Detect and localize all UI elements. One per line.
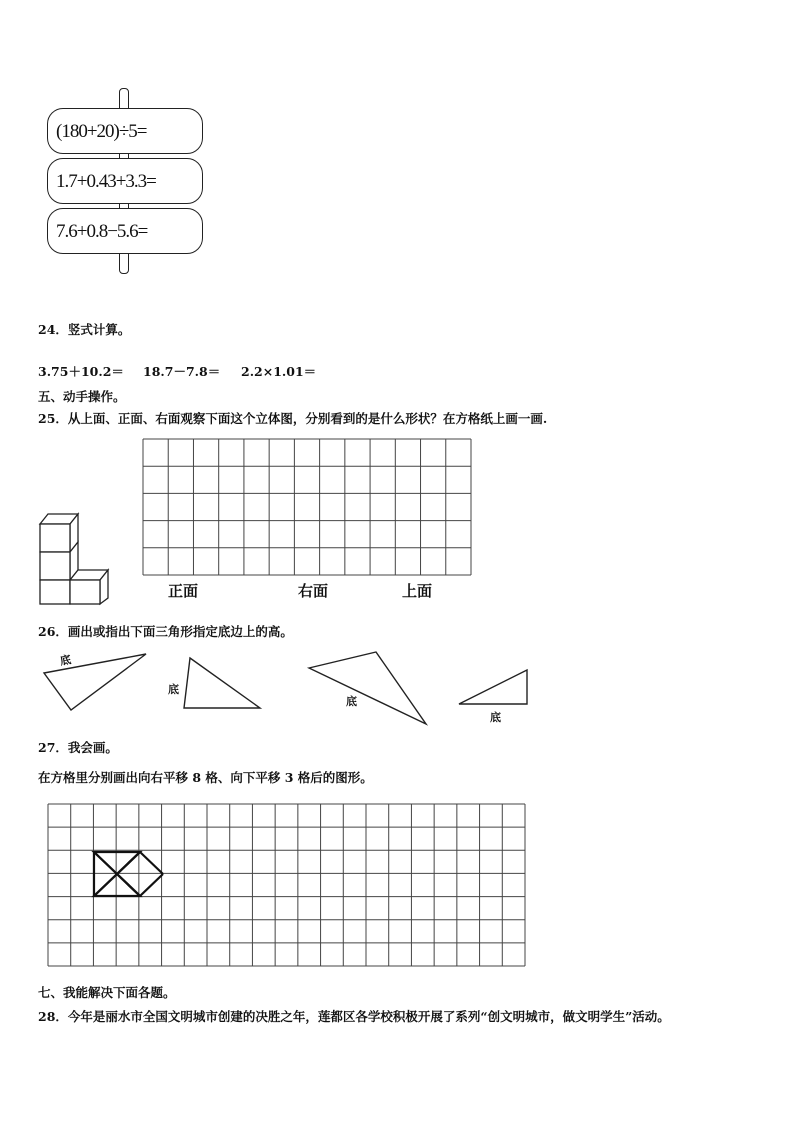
question-27-heading: 27．我会画。	[38, 740, 118, 755]
expression-pill	[47, 108, 203, 154]
question-24-heading: 24．竖式计算。	[38, 322, 131, 337]
expression-text: 1.7+0.43+3.3=	[56, 171, 156, 192]
section-7-heading: 七、我能解决下面各题。	[38, 985, 176, 1000]
expression-pill	[47, 208, 203, 254]
triangle-4	[459, 670, 527, 704]
triangles-figure	[38, 648, 538, 728]
view-drawing-grid[interactable]	[143, 439, 473, 579]
base-label: 底	[168, 683, 179, 696]
cube-stack-figure	[38, 510, 118, 610]
base-label: 底	[490, 711, 501, 724]
calc-item: 2.2×1.01＝	[241, 364, 317, 379]
front-view-label: 正面	[168, 582, 199, 600]
expression-text: (180+20)÷5=	[56, 121, 147, 142]
question-26-heading: 26．画出或指出下面三角形指定底边上的高。	[38, 624, 293, 639]
question-27-instruction: 在方格里分别画出向右平移 8 格、向下平移 3 格后的图形。	[38, 770, 373, 785]
top-view-label: 上面	[402, 582, 433, 600]
base-label: 底	[59, 653, 73, 668]
calc-item: 3.75＋10.2＝	[38, 364, 124, 379]
expression-text: 7.6+0.8−5.6=	[56, 221, 148, 242]
base-label: 底	[346, 695, 357, 708]
translation-grid[interactable]	[48, 804, 528, 969]
expression-pill	[47, 158, 203, 204]
question-28-heading: 28．今年是丽水市全国文明城市创建的决胜之年，莲都区各学校积极开展了系列“创文明城市，做文明学生”活动。	[38, 1009, 670, 1024]
section-5-heading: 五、动手操作。	[38, 389, 126, 404]
triangle-2	[184, 658, 260, 708]
question-25-heading: 25．从上面、正面、右面观察下面这个立体图，分别看到的是什么形状？在方格纸上画一画.	[38, 411, 548, 426]
bowtie-shape	[94, 852, 163, 896]
right-view-label: 右面	[298, 582, 329, 600]
triangle-1	[44, 654, 146, 710]
calc-item: 18.7－7.8＝	[143, 364, 221, 379]
triangle-3	[309, 652, 426, 724]
